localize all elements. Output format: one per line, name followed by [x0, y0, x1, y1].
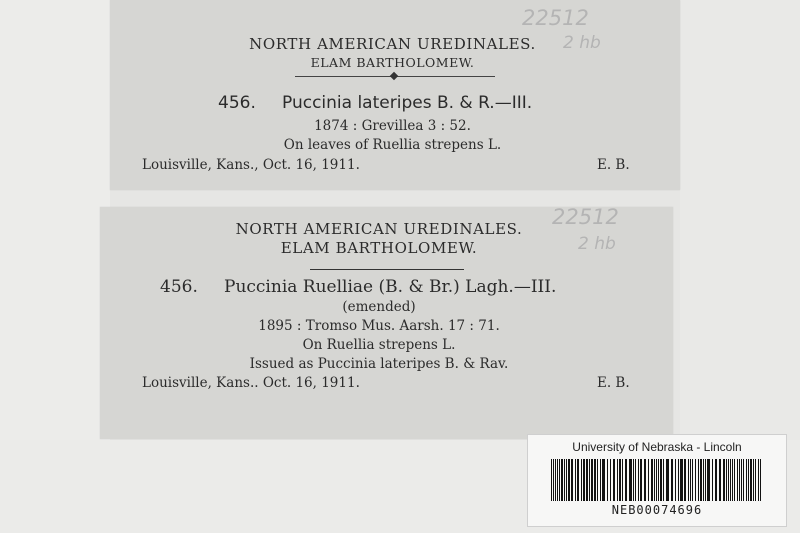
barcode-bar [737, 459, 738, 501]
barcode-bar [613, 459, 615, 501]
issued-as-note: Issued as Puccinia lateripes B. & Rav. [249, 356, 509, 372]
barcode-bar [728, 459, 729, 501]
barcode-bar [600, 459, 601, 501]
label-header: NORTH AMERICAN UREDINALES. [249, 35, 536, 53]
barcode-bar [743, 459, 744, 501]
barcode-bar [739, 459, 740, 501]
barcode-bar [748, 459, 749, 501]
pencil-annotation-number: 22512 [552, 205, 619, 229]
label-collector: ELAM BARTHOLOMEW. [280, 239, 478, 257]
barcode-bar [566, 459, 567, 501]
barcode-bar [680, 459, 683, 501]
specimen-label-bottom [100, 207, 673, 439]
collector-initials: E. B. [597, 157, 630, 173]
barcode-bar [575, 459, 576, 501]
label-collector: ELAM BARTHOLOMEW. [310, 55, 475, 70]
species-number: 456. [218, 93, 256, 113]
barcode-bar [553, 459, 554, 501]
collector-initials: E. B. [597, 375, 630, 391]
barcode-bar [730, 459, 731, 501]
barcode-bar [648, 459, 649, 501]
barcode-bar [688, 459, 689, 501]
barcode-bar [741, 459, 742, 501]
barcode-number: NEB00074696 [611, 503, 703, 517]
barcode-bar [723, 459, 725, 501]
emended-note: (emended) [342, 299, 416, 315]
barcode-bar [583, 459, 585, 501]
barcode-bar [734, 459, 735, 501]
barcode-bar [678, 459, 679, 501]
locality-date: Louisville, Kans.. Oct. 16, 1911. [142, 375, 360, 391]
barcode-bar [663, 459, 664, 501]
barcode-bar [760, 459, 761, 501]
barcode-bar [617, 459, 618, 501]
barcode-card [527, 434, 787, 527]
barcode-bar [692, 459, 693, 501]
barcode-bar [753, 459, 754, 501]
barcode-bar [619, 459, 621, 501]
label-header: NORTH AMERICAN UREDINALES. [235, 220, 523, 238]
barcode-bar [594, 459, 596, 501]
barcode-bar [719, 459, 721, 501]
barcode-bar [666, 459, 669, 501]
ornament-diamond [390, 72, 398, 80]
species-number: 456. [160, 277, 198, 297]
barcode-bar [610, 459, 611, 501]
barcode-bar [690, 459, 691, 501]
barcode-bar [695, 459, 696, 501]
barcode-bar [675, 459, 676, 501]
barcode-bar [571, 459, 573, 501]
barcode-bar [581, 459, 582, 501]
barcode-bar [625, 459, 627, 501]
citation: 1895 : Tromso Mus. Aarsh. 17 : 71. [258, 318, 500, 334]
barcode-bar [758, 459, 759, 501]
barcode-bar [577, 459, 579, 501]
barcode-bar [597, 459, 598, 501]
barcode-bar [551, 459, 552, 501]
barcode-bar [705, 459, 706, 501]
barcode-bar [703, 459, 704, 501]
barcode-bar [555, 459, 556, 501]
barcode-bar [684, 459, 686, 501]
barcode-bar [638, 459, 639, 501]
barcode-bar [564, 459, 565, 501]
barcode-bar [671, 459, 673, 501]
citation: 1874 : Grevillea 3 : 52. [314, 118, 471, 134]
barcode-bar [633, 459, 634, 501]
institution-name: University of Nebraska - Lincoln [572, 440, 742, 454]
barcode-bar [586, 459, 588, 501]
header-rule [310, 269, 464, 270]
barcode-bar [712, 459, 713, 501]
locality-date: Louisville, Kans., Oct. 16, 1911. [142, 157, 360, 173]
barcode-bar [698, 459, 699, 501]
barcode-bar [629, 459, 632, 501]
barcode-bar [561, 459, 563, 501]
barcode-bar [660, 459, 662, 501]
barcode-bar [715, 459, 717, 501]
pencil-annotation-code: 2 hb [563, 33, 601, 53]
barcode-bar [732, 459, 733, 501]
barcode-bar [589, 459, 590, 501]
barcode-bar [656, 459, 657, 501]
barcode-bar [651, 459, 653, 501]
barcode-bar [591, 459, 593, 501]
barcode-bar [750, 459, 752, 501]
barcode-bar [622, 459, 623, 501]
barcode-bar [635, 459, 636, 501]
pencil-annotation-code: 2 hb [578, 234, 616, 254]
barcode-bar [557, 459, 558, 501]
pencil-annotation-number: 22512 [522, 6, 589, 30]
barcode-bar [607, 459, 608, 501]
host: On Ruellia strepens L. [302, 337, 456, 353]
barcode-bar [658, 459, 659, 501]
barcode-bar [755, 459, 756, 501]
specimen-label-top [110, 0, 680, 190]
barcode-bar [746, 459, 747, 501]
species-name: Puccinia lateripes B. & R.—III. [282, 93, 533, 113]
barcode-graphic [551, 459, 763, 501]
barcode-bar [568, 459, 570, 501]
barcode-bar [644, 459, 646, 501]
barcode-bar [707, 459, 710, 501]
species-name: Puccinia Ruelliae (B. & Br.) Lagh.—III. [224, 277, 557, 297]
barcode-bar [559, 459, 560, 501]
barcode-bar [640, 459, 642, 501]
barcode-bar [602, 459, 605, 501]
host: On leaves of Ruellia strepens L. [283, 137, 502, 153]
barcode-bar [726, 459, 727, 501]
barcode-bar [654, 459, 655, 501]
barcode-bar [700, 459, 702, 501]
